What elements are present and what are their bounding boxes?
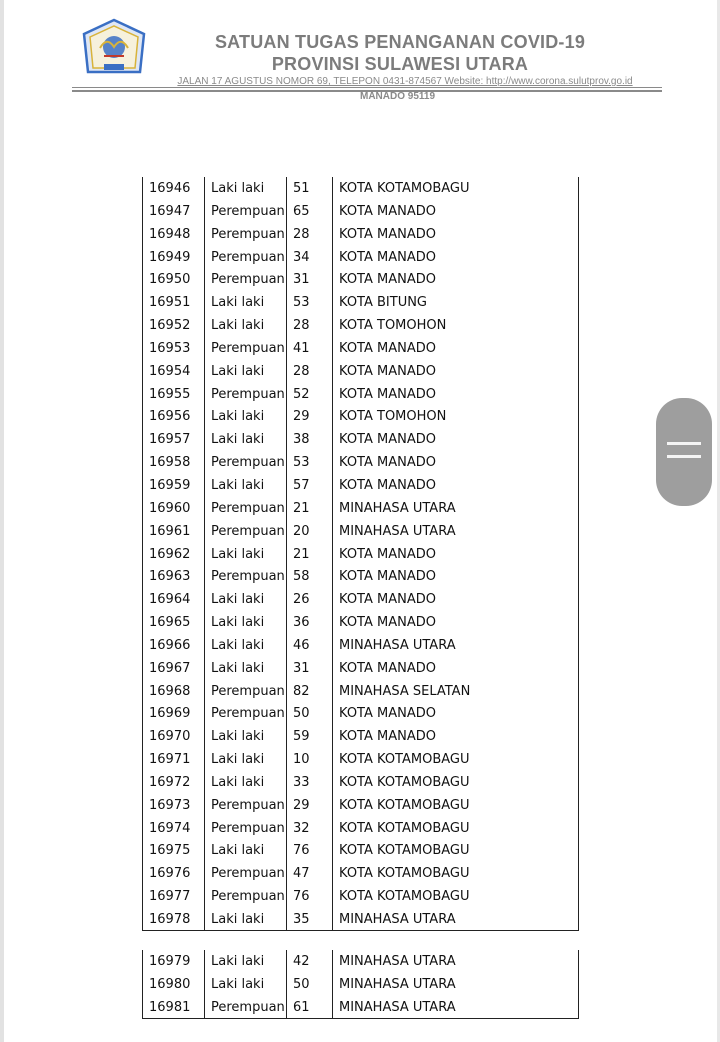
- gender-cell: Perempuan: [211, 226, 285, 242]
- age-cell: 46: [293, 637, 310, 653]
- table-row: [142, 223, 579, 246]
- gender-cell: Laki laki: [211, 660, 265, 676]
- table-row: [142, 748, 579, 771]
- case-id-cell: 16959: [149, 477, 191, 493]
- age-cell: 26: [293, 592, 310, 608]
- gender-cell: Laki laki: [211, 477, 265, 493]
- gender-cell: Laki laki: [211, 409, 265, 425]
- age-cell: 51: [293, 181, 310, 196]
- age-cell: 82: [293, 683, 310, 699]
- age-cell: 21: [293, 546, 310, 562]
- table-column-line: [204, 177, 205, 931]
- case-id-cell: 16956: [149, 409, 191, 425]
- age-cell: 50: [293, 706, 310, 722]
- region-cell: KOTA MANADO: [339, 340, 436, 356]
- region-cell: KOTA MANADO: [339, 706, 436, 722]
- case-id-cell: 16957: [149, 432, 191, 448]
- region-cell: KOTA KOTAMOBAGU: [339, 866, 470, 882]
- gender-cell: Laki laki: [211, 432, 265, 448]
- table-row: [142, 771, 579, 794]
- age-cell: 35: [293, 912, 310, 927]
- table-row: [142, 885, 579, 908]
- gender-cell: Perempuan: [211, 866, 285, 882]
- region-cell: KOTA MANADO: [339, 432, 436, 448]
- case-id-cell: 16966: [149, 637, 191, 653]
- table-row: [142, 908, 579, 931]
- provincial-logo-icon: [80, 18, 148, 80]
- gender-cell: Laki laki: [211, 615, 265, 631]
- age-cell: 28: [293, 363, 310, 379]
- region-cell: KOTA MANADO: [339, 226, 436, 242]
- case-id-cell: 16963: [149, 569, 191, 585]
- case-id-cell: 16969: [149, 706, 191, 722]
- region-cell: KOTA MANADO: [339, 477, 436, 493]
- menu-lines-icon: [667, 455, 701, 458]
- age-cell: 31: [293, 272, 310, 288]
- gender-cell: Perempuan: [211, 272, 285, 288]
- age-cell: 34: [293, 249, 310, 265]
- region-cell: MINAHASA UTARA: [339, 976, 456, 992]
- region-cell: KOTA MANADO: [339, 386, 436, 402]
- region-cell: MINAHASA UTARA: [339, 500, 456, 516]
- table-column-line: [578, 177, 579, 931]
- gender-cell: Laki laki: [211, 637, 265, 653]
- case-id-cell: 16971: [149, 752, 191, 768]
- case-id-cell: 16967: [149, 660, 191, 676]
- scroll-handle[interactable]: [656, 398, 712, 506]
- table-row: [142, 291, 579, 314]
- table-column-line: [332, 177, 333, 931]
- table-row: [142, 839, 579, 862]
- gender-cell: Laki laki: [211, 954, 265, 969]
- table-column-line: [332, 950, 333, 1019]
- age-cell: 41: [293, 340, 310, 356]
- region-cell: KOTA KOTAMOBAGU: [339, 774, 470, 790]
- age-cell: 53: [293, 455, 310, 471]
- gender-cell: Laki laki: [211, 752, 265, 768]
- table-column-line: [142, 177, 143, 931]
- case-id-cell: 16973: [149, 797, 191, 813]
- region-cell: KOTA MANADO: [339, 455, 436, 471]
- gender-cell: Laki laki: [211, 181, 265, 196]
- table-column-line: [286, 950, 287, 1019]
- table-row: [142, 996, 579, 1019]
- table-row: [142, 725, 579, 748]
- age-cell: 38: [293, 432, 310, 448]
- age-cell: 57: [293, 477, 310, 493]
- gender-cell: Perempuan: [211, 820, 285, 836]
- region-cell: KOTA KOTAMOBAGU: [339, 181, 470, 196]
- table-row: [142, 862, 579, 885]
- case-id-cell: 16968: [149, 683, 191, 699]
- table-row: [142, 405, 579, 428]
- page-edge: [0, 0, 4, 1042]
- gender-cell: Laki laki: [211, 592, 265, 608]
- case-id-cell: 16951: [149, 295, 191, 311]
- case-id-cell: 16976: [149, 866, 191, 882]
- gender-cell: Laki laki: [211, 363, 265, 379]
- case-id-cell: 16964: [149, 592, 191, 608]
- table-row: [142, 451, 579, 474]
- gender-cell: Laki laki: [211, 843, 265, 859]
- age-cell: 33: [293, 774, 310, 790]
- region-cell: MINAHASA UTARA: [339, 637, 456, 653]
- region-cell: KOTA KOTAMOBAGU: [339, 797, 470, 813]
- region-cell: KOTA MANADO: [339, 660, 436, 676]
- header-subtitle: PROVINSI SULAWESI UTARA: [271, 54, 529, 74]
- case-id-cell: 16962: [149, 546, 191, 562]
- gender-cell: Perempuan: [211, 889, 285, 905]
- age-cell: 21: [293, 500, 310, 516]
- gender-cell: Perempuan: [211, 797, 285, 813]
- table-column-line: [204, 950, 205, 1019]
- region-cell: KOTA MANADO: [339, 363, 436, 379]
- case-id-cell: 16954: [149, 363, 191, 379]
- menu-lines-icon: [667, 442, 701, 445]
- region-cell: MINAHASA UTARA: [339, 523, 456, 539]
- case-id-cell: 16961: [149, 523, 191, 539]
- table-row: [142, 520, 579, 543]
- table-row: [142, 543, 579, 566]
- table-row: [142, 657, 579, 680]
- table-column-line: [142, 950, 143, 1019]
- gender-cell: Laki laki: [211, 295, 265, 311]
- age-cell: 42: [293, 954, 310, 969]
- case-id-cell: 16950: [149, 272, 191, 288]
- table-row: [142, 634, 579, 657]
- region-cell: KOTA MANADO: [339, 272, 436, 288]
- case-id-cell: 16977: [149, 889, 191, 905]
- age-cell: 20: [293, 523, 310, 539]
- table-row: [142, 611, 579, 634]
- region-cell: KOTA MANADO: [339, 615, 436, 631]
- age-cell: 32: [293, 820, 310, 836]
- table-row: [142, 314, 579, 337]
- gender-cell: Perempuan: [211, 706, 285, 722]
- region-cell: KOTA MANADO: [339, 569, 436, 585]
- region-cell: KOTA KOTAMOBAGU: [339, 820, 470, 836]
- case-id-cell: 16981: [149, 999, 191, 1015]
- age-cell: 10: [293, 752, 310, 768]
- table-row: [142, 383, 579, 406]
- gender-cell: Laki laki: [211, 774, 265, 790]
- table-row: [142, 268, 579, 291]
- case-id-cell: 16970: [149, 729, 191, 745]
- table-row: [142, 817, 579, 840]
- region-cell: MINAHASA UTARA: [339, 999, 456, 1015]
- region-cell: KOTA MANADO: [339, 546, 436, 562]
- case-id-cell: 16980: [149, 976, 191, 992]
- table-row: [142, 565, 579, 588]
- case-id-cell: 16953: [149, 340, 191, 356]
- table-bottom-border: [142, 930, 579, 931]
- age-cell: 61: [293, 999, 310, 1015]
- table-row: [142, 337, 579, 360]
- gender-cell: Perempuan: [211, 249, 285, 265]
- gender-cell: Laki laki: [211, 912, 265, 927]
- age-cell: 76: [293, 889, 310, 905]
- region-cell: KOTA MANADO: [339, 203, 436, 219]
- case-id-cell: 16947: [149, 203, 191, 219]
- case-table: [142, 950, 579, 1019]
- gender-cell: Laki laki: [211, 318, 265, 334]
- case-id-cell: 16979: [149, 954, 191, 969]
- gender-cell: Perempuan: [211, 569, 285, 585]
- gender-cell: Perempuan: [211, 999, 285, 1015]
- case-id-cell: 16955: [149, 386, 191, 402]
- table-row: [142, 794, 579, 817]
- gender-cell: Laki laki: [211, 546, 265, 562]
- table-row: [142, 200, 579, 223]
- region-cell: KOTA MANADO: [339, 592, 436, 608]
- age-cell: 59: [293, 729, 310, 745]
- table-row: [142, 246, 579, 269]
- gender-cell: Perempuan: [211, 523, 285, 539]
- header-title: SATUAN TUGAS PENANGANAN COVID-19: [214, 32, 586, 52]
- region-cell: KOTA BITUNG: [339, 295, 428, 311]
- table-column-line: [286, 177, 287, 931]
- case-table: [142, 177, 579, 931]
- header-address: JALAN 17 AGUSTUS NOMOR 69, TELEPON 0431-874567 Website: http://www.corona.sulutprov.go.id: [177, 76, 633, 87]
- age-cell: 53: [293, 295, 310, 311]
- table-column-line: [578, 950, 579, 1019]
- table-row: [142, 474, 579, 497]
- region-cell: KOTA KOTAMOBAGU: [339, 889, 470, 905]
- table-row: [142, 428, 579, 451]
- header-city: MANADO 95119: [359, 91, 436, 102]
- table-row: [142, 588, 579, 611]
- case-id-cell: 16949: [149, 249, 191, 265]
- age-cell: 50: [293, 976, 310, 992]
- region-cell: MINAHASA SELATAN: [339, 683, 471, 699]
- region-cell: KOTA MANADO: [339, 249, 436, 265]
- table-row: [142, 497, 579, 520]
- case-id-cell: 16948: [149, 226, 191, 242]
- gender-cell: Perempuan: [211, 500, 285, 516]
- case-id-cell: 16975: [149, 843, 191, 859]
- age-cell: 28: [293, 226, 310, 242]
- age-cell: 47: [293, 866, 310, 882]
- case-id-cell: 16972: [149, 774, 191, 790]
- region-cell: KOTA TOMOHON: [339, 409, 447, 425]
- gender-cell: Perempuan: [211, 386, 285, 402]
- age-cell: 29: [293, 797, 310, 813]
- table-bottom-border: [142, 1018, 579, 1019]
- region-cell: KOTA TOMOHON: [339, 318, 447, 334]
- case-id-cell: 16958: [149, 455, 191, 471]
- table-row: [142, 702, 579, 725]
- age-cell: 31: [293, 660, 310, 676]
- age-cell: 29: [293, 409, 310, 425]
- case-id-cell: 16978: [149, 912, 191, 927]
- case-id-cell: 16952: [149, 318, 191, 334]
- region-cell: MINAHASA UTARA: [339, 954, 456, 969]
- case-id-cell: 16960: [149, 500, 191, 516]
- gender-cell: Perempuan: [211, 455, 285, 471]
- region-cell: MINAHASA UTARA: [339, 912, 456, 927]
- gender-cell: Laki laki: [211, 976, 265, 992]
- age-cell: 36: [293, 615, 310, 631]
- region-cell: KOTA MANADO: [339, 729, 436, 745]
- age-cell: 28: [293, 318, 310, 334]
- table-row: [142, 973, 579, 996]
- gender-cell: Perempuan: [211, 203, 285, 219]
- case-id-cell: 16974: [149, 820, 191, 836]
- table-row: [142, 950, 579, 973]
- case-id-cell: 16965: [149, 615, 191, 631]
- gender-cell: Perempuan: [211, 340, 285, 356]
- table-row: [142, 177, 579, 200]
- case-id-cell: 16946: [149, 181, 191, 196]
- table-row: [142, 680, 579, 703]
- age-cell: 52: [293, 386, 310, 402]
- region-cell: KOTA KOTAMOBAGU: [339, 752, 470, 768]
- gender-cell: Laki laki: [211, 729, 265, 745]
- age-cell: 76: [293, 843, 310, 859]
- table-row: [142, 360, 579, 383]
- age-cell: 65: [293, 203, 310, 219]
- age-cell: 58: [293, 569, 310, 585]
- header-rule: [72, 87, 662, 88]
- gender-cell: Perempuan: [211, 683, 285, 699]
- region-cell: KOTA KOTAMOBAGU: [339, 843, 470, 859]
